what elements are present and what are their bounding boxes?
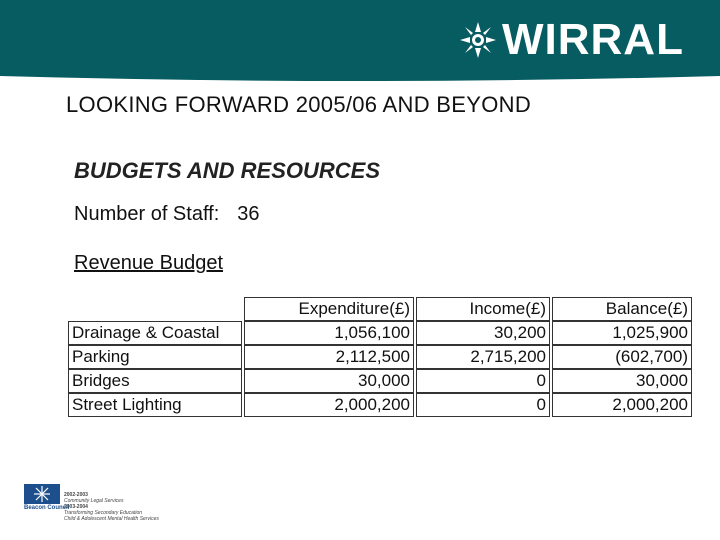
balance-cell: 1,025,900 (552, 321, 692, 345)
income-cell: 0 (416, 369, 550, 393)
award-year: 2003-2004 (64, 504, 88, 510)
award-text: Transforming Secondary Education (64, 510, 143, 516)
wirral-emblem-icon (458, 20, 498, 60)
expenditure-cell: 30,000 (244, 369, 414, 393)
row-name: Bridges (68, 369, 242, 393)
wirral-logo (458, 16, 684, 64)
beacon-council-logo-icon (24, 484, 60, 524)
table-row (68, 369, 692, 393)
balance-cell: (602,700) (552, 345, 692, 369)
row-name: Drainage & Coastal (68, 321, 242, 345)
balance-cell: 2,000,200 (552, 393, 692, 417)
income-cell: 0 (416, 393, 550, 417)
expenditure-cell: 2,112,500 (244, 345, 414, 369)
staff-value: 36 (237, 203, 260, 225)
empty-header-cell (68, 297, 242, 321)
expenditure-cell: 1,056,100 (244, 321, 414, 345)
table-row (68, 345, 692, 369)
page-title: LOOKING FORWARD 2005/06 AND BEYOND (66, 92, 532, 117)
revenue-budget-label: Revenue Budget (74, 252, 224, 274)
section-heading: BUDGETS AND RESOURCES (74, 158, 380, 183)
row-name: Parking (68, 345, 242, 369)
column-header: Income(£) (416, 297, 550, 321)
footer-awards (64, 492, 159, 522)
column-header: Expenditure(£) (244, 297, 414, 321)
column-header: Balance(£) (552, 297, 692, 321)
award-text: Child & Adolescent Mental Health Services (64, 516, 159, 522)
balance-cell: 30,000 (552, 369, 692, 393)
table-row (68, 321, 692, 345)
staff-count (74, 203, 260, 226)
beacon-council-label: Beacon Council (24, 505, 70, 511)
award-year: 2002-2003 (64, 492, 88, 498)
award-text: Community Legal Services (64, 498, 124, 504)
income-cell: 2,715,200 (416, 345, 550, 369)
staff-label: Number of Staff: (74, 203, 220, 225)
income-cell: 30,200 (416, 321, 550, 345)
brand-name: WIRRAL (502, 15, 684, 64)
table-header-row (68, 297, 692, 321)
expenditure-cell: 2,000,200 (244, 393, 414, 417)
row-name: Street Lighting (68, 393, 242, 417)
revenue-budget-table (68, 297, 692, 417)
table-row (68, 393, 692, 417)
